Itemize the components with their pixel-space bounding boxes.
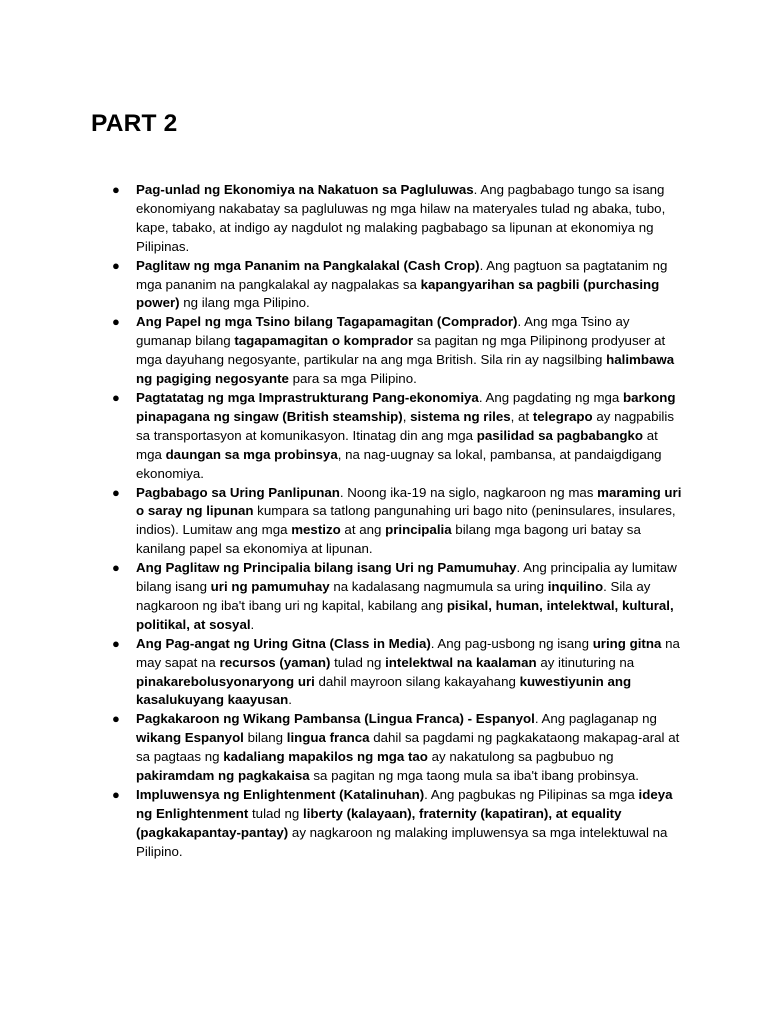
text-segment: sa pagitan ng mga Pilipinong prodyuser at mga dayuhang negosyante, partikular na ang mga British. Sila rin ay nagsilbing	[136, 333, 666, 368]
bold-text-segment: pasilidad sa pagbabangko	[476, 427, 644, 443]
bold-text-segment: kuwestiyunin ang kasalukuyang kaayusan	[136, 673, 632, 708]
bold-text-segment: Impluwensya ng Enlightenment (Katalinuhan)	[136, 787, 425, 802]
bullet-icon: ●	[112, 314, 120, 330]
bold-text-segment: wikang Espanyol	[136, 730, 244, 746]
bold-text-segment: Pagtatatag ng mga Imprastrukturang Pang-ekonomiya	[136, 389, 479, 405]
text-segment: para sa mga Pilipino.	[288, 371, 417, 387]
list-item	[112, 257, 684, 314]
bold-text-segment: Ang Pag-angat ng Uring Gitna (Class in Media)	[136, 635, 431, 651]
list-item	[112, 389, 684, 484]
bullet-icon: ●	[112, 635, 120, 651]
list-item	[112, 559, 684, 635]
bold-text-segment: tagapamagitan o komprador	[234, 333, 414, 349]
text-segment: tulad ng	[330, 654, 386, 670]
bold-text-segment: maraming uri o saray ng lipunan	[136, 484, 682, 519]
list-item	[112, 313, 684, 389]
bold-text-segment: Pagbabago sa Uring Panlipunan	[136, 484, 340, 500]
bullet-list	[112, 181, 684, 862]
text-segment: . Ang pagdating ng mga	[478, 389, 624, 405]
bold-text-segment: pinakarebolusyonaryong uri	[136, 673, 315, 689]
bullet-icon: ●	[112, 182, 120, 197]
bold-text-segment: sistema ng riles	[410, 408, 511, 424]
text-segment: . Ang paglaganap ng	[534, 711, 657, 727]
bullet-icon: ●	[112, 560, 120, 576]
bold-text-segment: barkong pinapagana ng singaw (British steamship)	[136, 389, 676, 424]
bullet-icon: ●	[112, 711, 120, 727]
text-segment: sa pagitan ng mga taong mula sa iba't ibang probinsya.	[309, 768, 639, 784]
bold-text-segment: pisikal, human, intelektwal, kultural, politikal, at sosyal	[136, 597, 674, 632]
text-segment: ay nagpabilis sa transportasyon at komunikasyon. Itinatag din ang mga	[136, 408, 674, 443]
bold-text-segment: pakiramdam ng pagkakaisa	[136, 768, 310, 784]
bold-text-segment: Ang Papel ng mga Tsino bilang Tagapamagitan (Comprador)	[136, 314, 518, 330]
bullet-icon: ●	[112, 389, 120, 405]
text-segment: . Ang pag-usbong ng isang	[430, 635, 593, 651]
text-segment: . Sila ay nagkaroon ng iba't ibang uri ng kapital, kabilang ang	[136, 579, 651, 613]
page-heading: PART 2	[91, 110, 178, 137]
text-segment: . Ang pagbukas ng Pilipinas sa mga	[424, 787, 639, 802]
bold-text-segment: uri ng pamumuhay	[210, 579, 330, 595]
text-segment: bilang	[243, 730, 287, 746]
bold-text-segment: Pag-unlad ng Ekonomiya na Nakatuon sa Pagluluwas	[136, 182, 474, 197]
bold-text-segment: daungan sa mga probinsya	[165, 446, 338, 462]
bold-text-segment: kapangyarihan sa pagbili (purchasing power)	[136, 276, 660, 311]
text-segment: , na nag-uugnay sa lokal, pambansa, at pandaigdigang ekonomiya.	[136, 446, 662, 481]
bold-text-segment: liberty (kalayaan), fraternity (kapatiran), at equality (pagkakapantay-pantay)	[136, 805, 622, 840]
text-segment: kumpara sa tatlong pangunahing uri bago nito (peninsulares, insulares, indios). Lumitaw ang mga	[136, 503, 676, 538]
bold-text-segment: mestizo	[291, 522, 341, 538]
text-segment: . Ang mga Tsino ay gumanap bilang	[136, 314, 630, 349]
bold-text-segment: intelektwal na kaalaman	[385, 654, 537, 670]
bullet-icon: ●	[112, 787, 120, 802]
bullet-icon: ●	[112, 257, 120, 273]
bold-text-segment: uring gitna	[592, 635, 662, 651]
text-segment: dahil mayroon silang kakayahang	[314, 673, 520, 689]
list-item	[112, 484, 684, 560]
list-item	[112, 635, 684, 711]
bold-text-segment: ideya ng Enlightenment	[136, 787, 673, 821]
text-segment: na kadalasang nagmumula sa uring	[329, 579, 548, 595]
bold-text-segment: Pagkakaroon ng Wikang Pambansa (Lingua Franca) - Espanyol	[136, 711, 535, 727]
text-segment: ay nagkaroon ng malaking impluwensya sa mga intelektuwal na Pilipino.	[136, 824, 668, 859]
text-segment: . Noong ika-19 na siglo, nagkaroon ng mas	[339, 484, 598, 500]
text-segment: na may sapat na	[136, 635, 680, 670]
bold-text-segment: kadaliang mapakilos ng mga tao	[223, 749, 428, 765]
bold-text-segment: halimbawa ng pagiging negosyante	[136, 352, 675, 387]
bold-text-segment: Ang Paglitaw ng Principalia bilang isang Uri ng Pamumuhay	[136, 560, 517, 576]
text-segment: ng ilang mga Pilipino.	[179, 295, 310, 311]
text-segment: tulad ng	[248, 805, 303, 821]
text-segment: ay itinuturing na	[536, 654, 635, 670]
text-segment: bilang mga bagong uri batay sa kanilang papel sa ekonomiya at lipunan.	[136, 522, 641, 557]
text-segment: at mga	[136, 427, 658, 462]
bullet-icon: ●	[112, 484, 120, 500]
bold-text-segment: lingua franca	[286, 730, 370, 746]
text-segment: ,	[402, 408, 411, 424]
text-segment: dahil sa pagdami ng pagkakataong makapag-aral at sa pagtaas ng	[136, 730, 680, 765]
text-segment: .	[288, 692, 292, 708]
bold-text-segment: Paglitaw ng mga Pananim na Pangkalakal (Cash Crop)	[136, 257, 480, 273]
bold-text-segment: principalia	[385, 522, 452, 538]
text-segment: at ang	[340, 522, 386, 538]
text-segment: ay nakatulong sa pagbubuo ng	[427, 749, 614, 765]
list-item	[112, 710, 684, 786]
text-segment: .	[250, 616, 255, 632]
bold-text-segment: inquilino	[547, 579, 604, 595]
text-segment: . Ang pagtuon sa pagtatanim ng mga pananim na pangkalakal ay nagpalakas sa	[136, 257, 668, 292]
bold-text-segment: recursos (yaman)	[219, 654, 331, 670]
bold-text-segment: telegrapo	[532, 408, 593, 424]
list-item	[112, 181, 684, 257]
list-item	[112, 786, 684, 862]
text-segment: . Ang pagbabago tungo sa isang ekonomiyang nakabatay sa pagluluwas ng mga hilaw na materyales tulad ng abaka, tubo, kape, tabako, at indigo ay nagdulot ng malaking pagbabago sa lipunan at ekonomiya ng Pilipinas.	[136, 182, 666, 254]
text-segment: , at	[510, 408, 533, 424]
text-segment: . Ang principalia ay lumitaw bilang isang	[136, 560, 677, 595]
